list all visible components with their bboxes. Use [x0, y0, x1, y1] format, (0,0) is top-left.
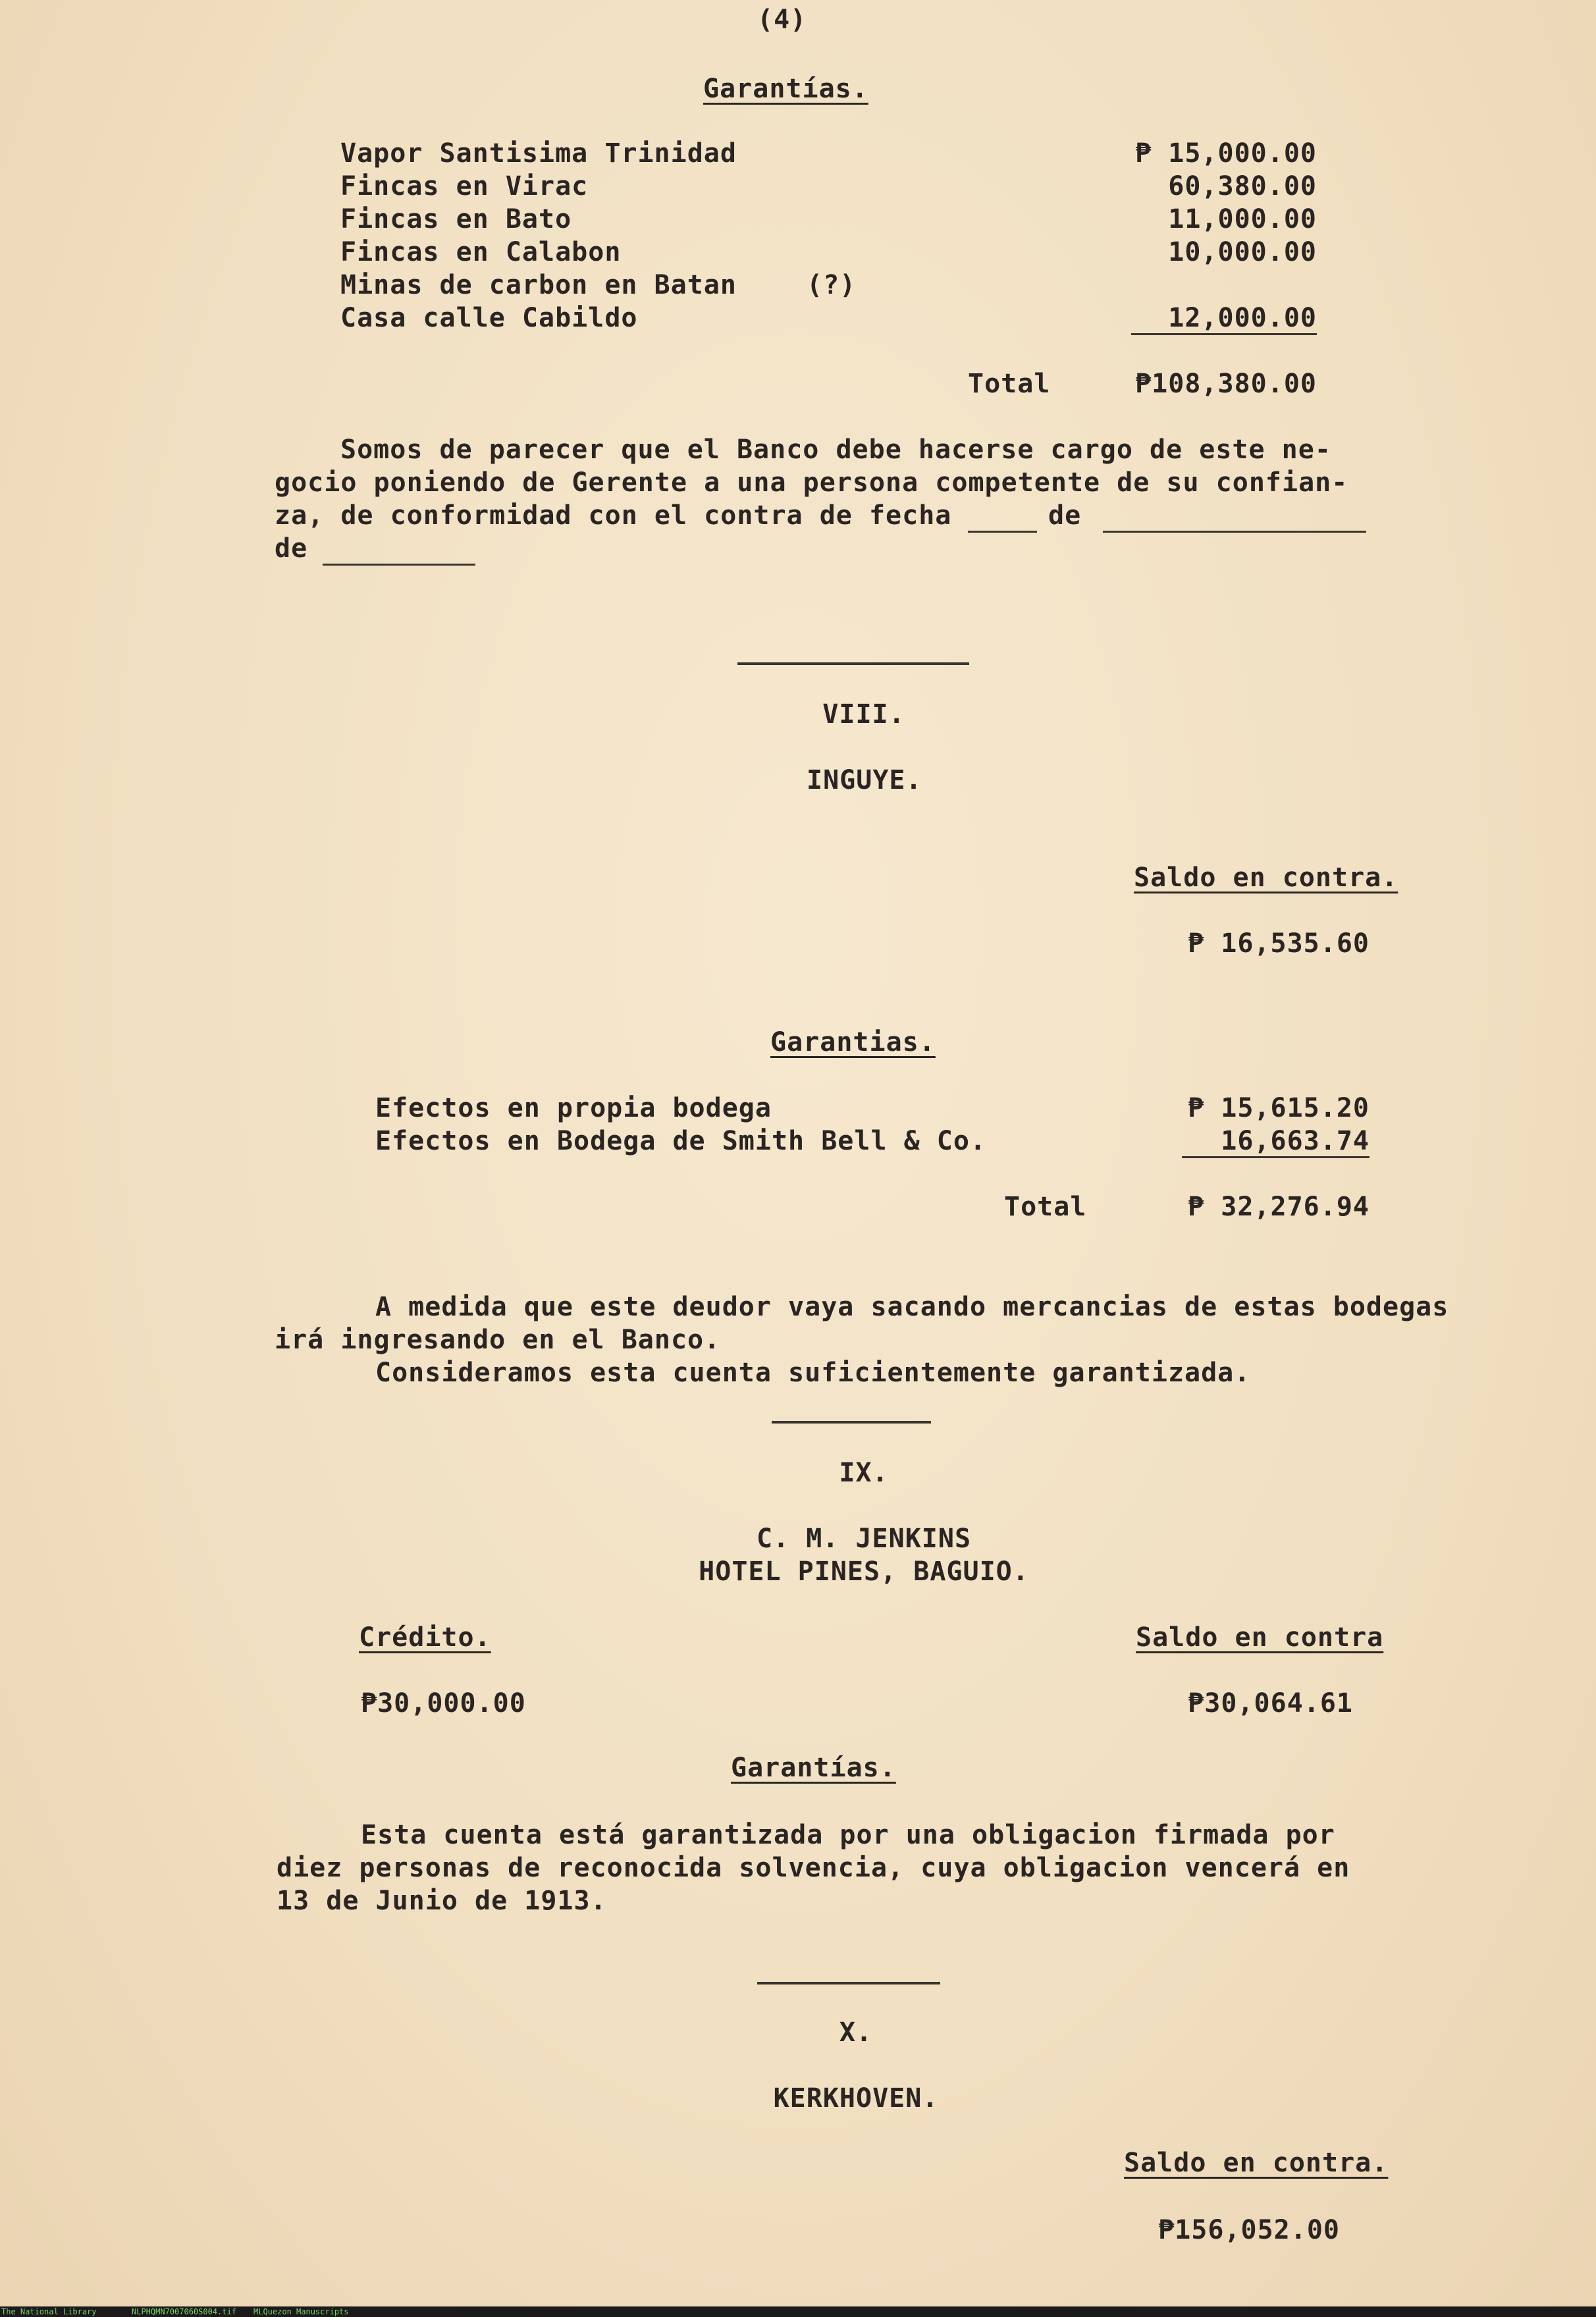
paragraph-line: A medida que este deudor vaya sacando mercancias de estas bodegas	[375, 1292, 1449, 1322]
garantia-amount: 10,000.00	[1168, 237, 1317, 267]
date-blank-day	[968, 531, 1037, 533]
saldo-label: Saldo en contra.	[1124, 2148, 1389, 2178]
date-blank-year	[323, 564, 475, 566]
section-divider	[772, 1421, 931, 1424]
section-numeral: X.	[839, 2017, 873, 2048]
garantia-amount: 12,000.00	[1168, 303, 1317, 333]
saldo-amount: ₱ 16,535.60	[1188, 928, 1370, 959]
garantias-heading-1: Garantías.	[703, 74, 868, 104]
subtotal-rule	[1131, 333, 1317, 335]
date-blank-month	[1103, 531, 1366, 533]
paragraph-line: de	[275, 533, 308, 564]
garantias-heading-3: Garantías.	[731, 1753, 896, 1783]
footer-library: The National Library	[1, 2307, 97, 2316]
garantias-heading-2: Garantias.	[770, 1027, 936, 1057]
garantia-note: (?)	[807, 270, 857, 300]
saldo-label: Saldo en contra	[1136, 1622, 1384, 1653]
garantia-label: Vapor Santisima Trinidad	[340, 138, 737, 169]
garantia-amount: ₱ 15,000.00	[1135, 138, 1317, 169]
footer-file: NLPHQMN7007060S004.tif	[132, 2307, 236, 2316]
garantia-label: Efectos en propia bodega	[375, 1093, 772, 1123]
paragraph-line: za, de conformidad con el contra de fecha	[275, 500, 952, 531]
credito-amount: ₱30,000.00	[361, 1688, 526, 1718]
paragraph-line: 13 de Junio de 1913.	[277, 1886, 607, 1916]
scan-footer	[0, 2306, 1596, 2317]
section-divider	[737, 662, 969, 665]
total-label: Total	[968, 369, 1051, 399]
garantia-amount: 60,380.00	[1168, 171, 1317, 201]
paragraph-line: diez personas de reconocida solvencia, cuya obligacion vencerá en	[277, 1853, 1350, 1883]
garantia-label: Efectos en Bodega de Smith Bell & Co.	[375, 1126, 987, 1156]
paragraph-line: Somos de parecer que el Banco debe hacerse cargo de este ne-	[340, 435, 1331, 465]
credito-label: Crédito.	[359, 1622, 491, 1653]
section-divider	[757, 1982, 940, 1984]
saldo-label: Saldo en contra.	[1134, 863, 1398, 893]
garantia-label: Casa calle Cabildo	[340, 303, 638, 333]
paragraph-word: de	[1048, 500, 1082, 531]
footer-collection: MLQuezon Manuscripts	[253, 2307, 349, 2316]
garantia-label: Fincas en Virac	[340, 171, 589, 201]
paragraph-line: Esta cuenta está garantizada por una obligacion firmada por	[361, 1820, 1335, 1850]
section-numeral: VIII.	[822, 699, 905, 730]
saldo-amount: ₱156,052.00	[1158, 2215, 1340, 2245]
debtor-name: INGUYE.	[807, 765, 922, 795]
total-label: Total	[1004, 1192, 1087, 1222]
section-numeral: IX.	[839, 1458, 889, 1488]
saldo-amount: ₱30,064.61	[1188, 1688, 1353, 1718]
garantia-label: Minas de carbon en Batan	[340, 270, 737, 300]
garantia-amount: 16,663.74	[1221, 1126, 1370, 1156]
total-amount: ₱108,380.00	[1135, 369, 1317, 399]
page-number: (4)	[757, 5, 807, 35]
garantia-label: Fincas en Calabon	[340, 237, 622, 267]
debtor-address: HOTEL PINES, BAGUIO.	[699, 1557, 1029, 1587]
debtor-name: C. M. JENKINS	[756, 1524, 972, 1554]
paragraph-line: Consideramos esta cuenta suficientemente garantizada.	[375, 1358, 1251, 1388]
subtotal-rule	[1182, 1156, 1370, 1158]
total-amount: ₱ 32,276.94	[1188, 1192, 1370, 1222]
paragraph-line: irá ingresando en el Banco.	[275, 1325, 721, 1355]
debtor-name: KERKHOVEN.	[773, 2083, 939, 2114]
garantia-amount: 11,000.00	[1168, 204, 1317, 234]
garantia-amount: ₱ 15,615.20	[1188, 1093, 1370, 1123]
paragraph-line: gocio poniendo de Gerente a una persona competente de su confian-	[275, 467, 1348, 498]
garantia-label: Fincas en Bato	[340, 204, 572, 234]
